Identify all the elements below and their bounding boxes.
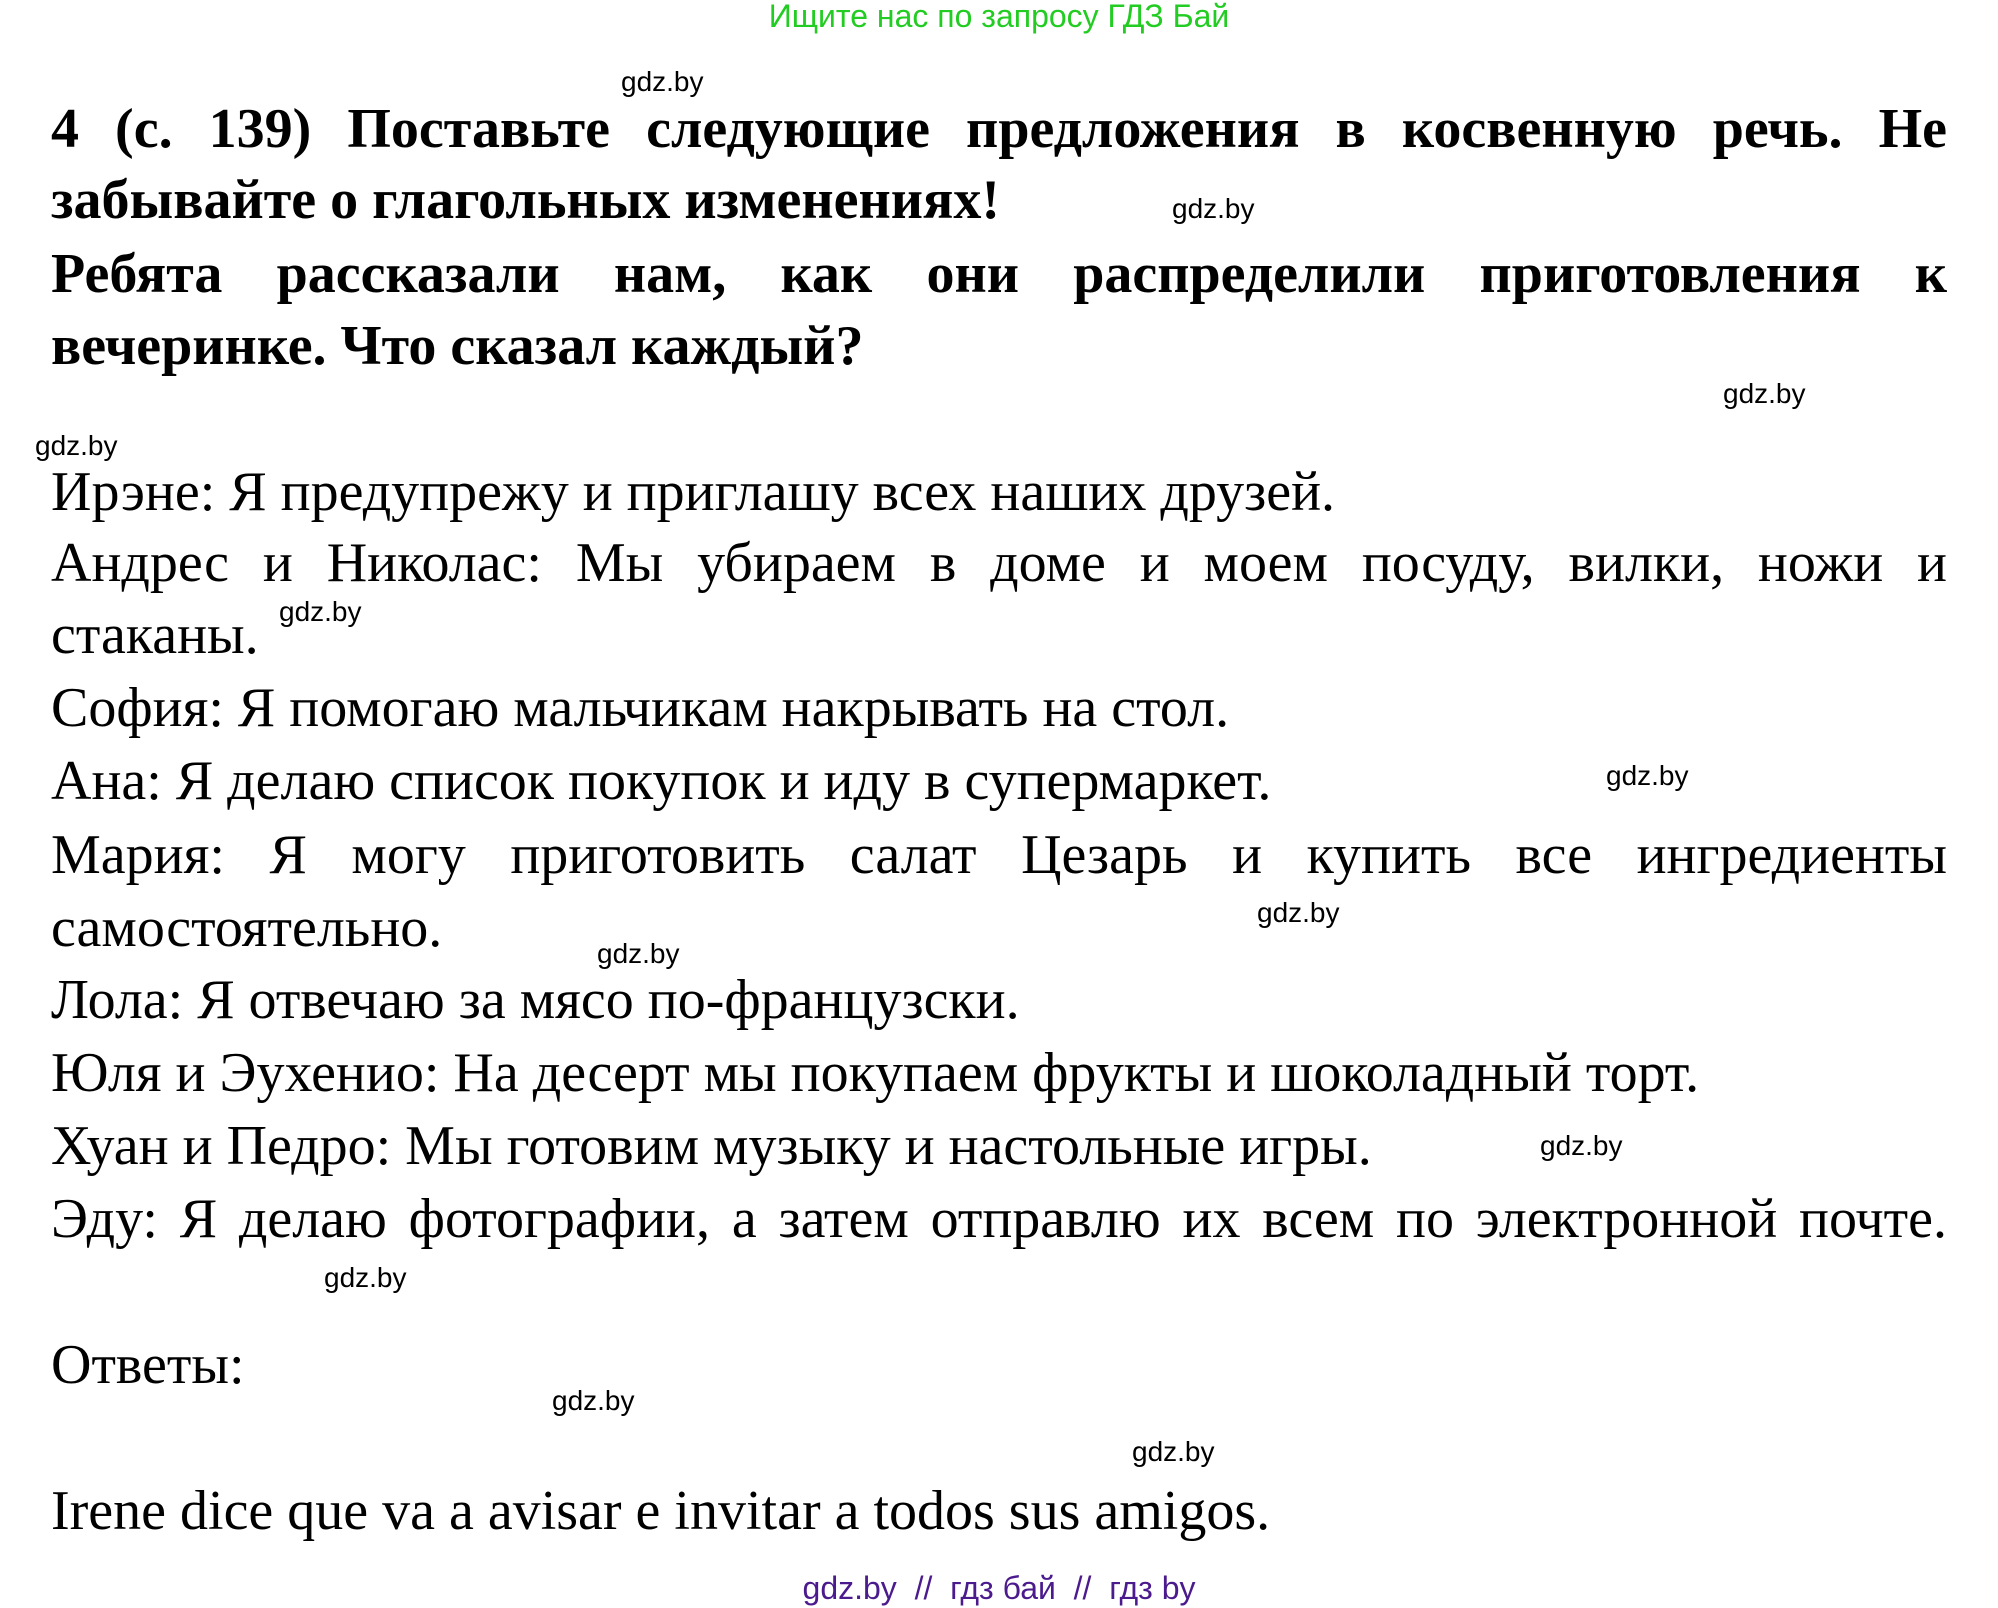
statement-line: Мария: Я могу приготовить салат Цезарь и купить все ингредиенты <box>51 824 1947 886</box>
watermark: gdz.by <box>279 596 362 627</box>
task-heading-line: Ребята рассказали нам, как они распределили приготовления к <box>51 243 1947 305</box>
watermark: gdz.by <box>1606 760 1689 791</box>
statement-line: Хуан и Педро: Мы готовим музыку и настольные игры. <box>51 1115 1372 1177</box>
watermark: gdz.by <box>1172 193 1255 224</box>
statement-line: стаканы. <box>51 604 259 666</box>
statement-line: самостоятельно. <box>51 897 443 959</box>
statement-line: Ирэне: Я предупрежу и приглашу всех наших друзей. <box>51 461 1336 523</box>
watermark: gdz.by <box>597 938 680 969</box>
watermark: gdz.by <box>621 66 704 97</box>
search-banner: Ищите нас по запросу ГДЗ Бай <box>768 0 1230 34</box>
answer-line: Irene dice que va a avisar e invitar a todos sus amigos. <box>51 1480 1271 1542</box>
watermark: gdz.by <box>1257 897 1340 928</box>
answers-label: Ответы: <box>51 1334 245 1396</box>
watermark: gdz.by <box>552 1385 635 1416</box>
task-heading-line: 4 (с. 139) Поставьте следующие предложения в косвенную речь. Не <box>51 98 1947 160</box>
watermark: gdz.by <box>1132 1436 1215 1467</box>
statement-line: Андрес и Николас: Мы убираем в доме и моем посуду, вилки, ножи и <box>51 532 1947 594</box>
watermark: gdz.by <box>324 1262 407 1293</box>
task-heading-line: вечеринке. Что сказал каждый? <box>51 315 864 377</box>
task-heading-line: забывайте о глагольных изменениях! <box>51 169 1000 231</box>
watermark: gdz.by <box>35 430 118 461</box>
footer-links: gdz.by // гдз бай // гдз by <box>802 1570 1196 1606</box>
statement-line: София: Я помогаю мальчикам накрывать на стол. <box>51 677 1230 739</box>
statement-line: Юля и Эухенио: На десерт мы покупаем фрукты и шоколадный торт. <box>51 1042 1700 1104</box>
watermark: gdz.by <box>1540 1130 1623 1161</box>
statement-line: Эду: Я делаю фотографии, а затем отправлю их всем по электронной почте. <box>51 1188 1947 1250</box>
watermark: gdz.by <box>1723 378 1806 409</box>
statement-line: Ана: Я делаю список покупок и иду в супермаркет. <box>51 750 1272 812</box>
statement-line: Лола: Я отвечаю за мясо по-французски. <box>51 969 1020 1031</box>
